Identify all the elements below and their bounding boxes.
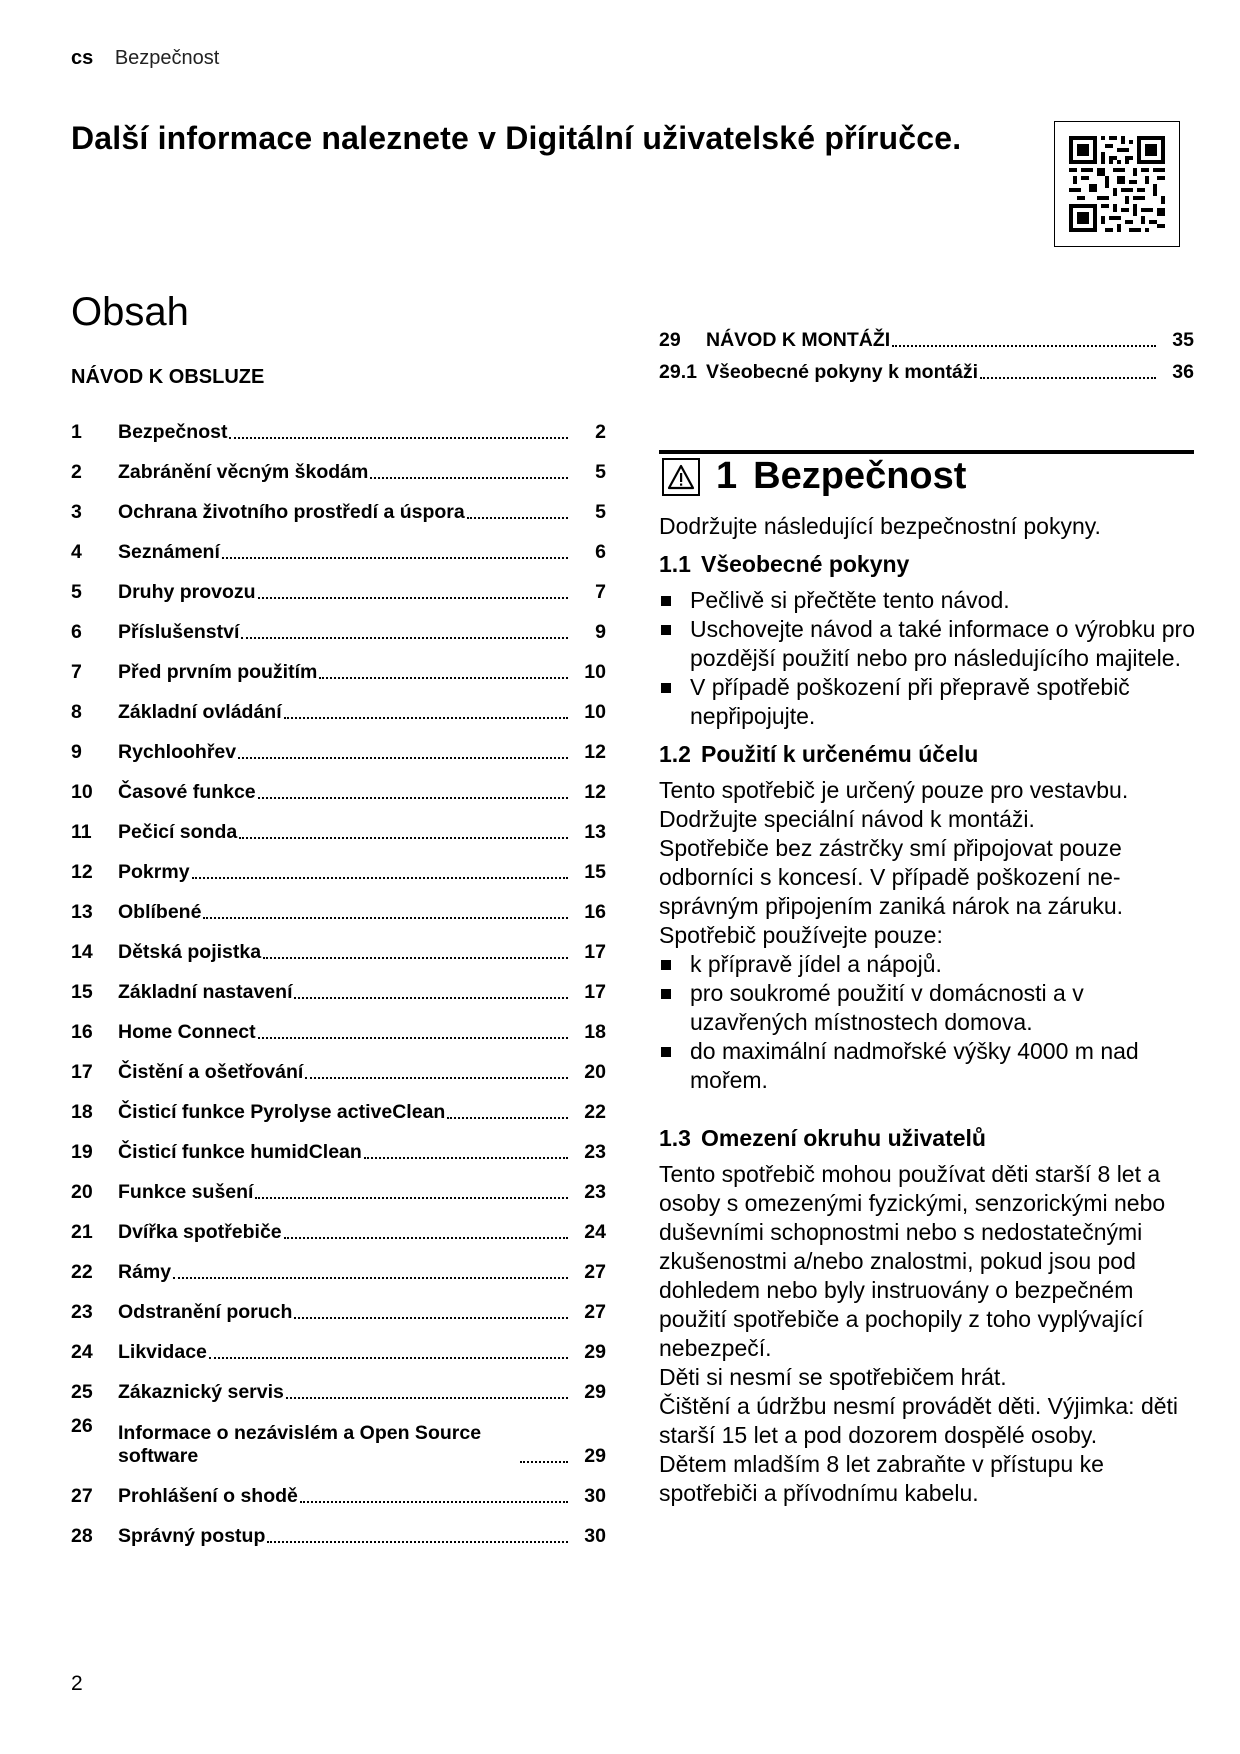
toc-num: 4 [71, 541, 82, 563]
toc-page: 7 [595, 581, 606, 603]
toc-page: 22 [584, 1101, 606, 1123]
toc-item[interactable] [71, 644, 606, 684]
toc-item[interactable] [71, 1084, 606, 1124]
toc-item[interactable] [71, 444, 606, 484]
toc-page: 15 [584, 861, 606, 883]
toc-item[interactable] [71, 604, 606, 644]
toc-item[interactable] [659, 352, 1194, 384]
toc-page: 29 [584, 1341, 606, 1363]
paragraph: Tento spotřebič je určený pouze pro vestavbu. Dodržujte speciální návod k montáži. [659, 777, 1129, 832]
paragraph: Děti si nesmí se spotřebičem hrát. [659, 1364, 1007, 1390]
section-rule [659, 450, 1194, 454]
toc-num: 6 [71, 621, 82, 643]
toc-list-left [71, 404, 606, 1548]
toc-label: Funkce sušení [118, 1181, 254, 1203]
page-header [71, 47, 219, 70]
toc-label: Prohlášení o shodě [118, 1485, 298, 1507]
toc-item[interactable] [71, 684, 606, 724]
toc-item[interactable] [71, 924, 606, 964]
bullet-item: V případě poškození při přepravě spotřebič nepřipojujte. [659, 673, 1199, 731]
qr-code-icon [1069, 136, 1165, 232]
toc-num: 7 [71, 661, 82, 683]
toc-label: Časové funkce [118, 781, 256, 803]
subsection-heading [659, 550, 1199, 579]
toc-page: 18 [584, 1021, 606, 1043]
toc-page: 9 [595, 621, 606, 643]
header-section-name: Bezpečnost [114, 47, 220, 69]
toc-item[interactable] [71, 844, 606, 884]
toc-num: 15 [71, 981, 93, 1003]
toc-item[interactable] [71, 884, 606, 924]
toc-item[interactable] [71, 1164, 606, 1204]
toc-page: 20 [584, 1061, 606, 1083]
toc-num: 17 [71, 1061, 93, 1083]
toc-num: 29 [659, 329, 681, 351]
toc-page: 5 [595, 461, 606, 483]
toc-page: 10 [584, 701, 606, 723]
digital-manual-promo: Další informace naleznete v Digitální uživatelské příručce. [71, 120, 962, 156]
toc-num: 21 [71, 1221, 93, 1243]
toc-item[interactable] [71, 1044, 606, 1084]
bullet-item: do maximální nadmořské výšky 4000 m nad mořem. [659, 1037, 1199, 1095]
toc-item[interactable] [71, 1364, 606, 1404]
paragraph: Spotřebiče bez zástrčky smí připojovat pouze odborníci s koncesí. V případě poškození nesprávným připojením zaniká nárok na záruku. [659, 835, 1124, 919]
toc-page: 16 [584, 901, 606, 923]
subsection-heading [659, 1124, 1199, 1153]
toc-label: Dvířka spotřebiče [118, 1221, 282, 1243]
paragraph: Čištění a údržbu nesmí provádět děti. Výjimka: děti starší 15 let a pod dozorem dospělé osoby. [659, 1393, 1179, 1448]
toc-page: 2 [595, 421, 606, 443]
bullet-item: pro soukromé použití v domácnosti a v uzavřených místnostech domova. [659, 979, 1199, 1037]
toc-label: Druhy provozu [118, 581, 256, 603]
toc-item[interactable] [71, 1404, 606, 1468]
toc-label: Rychloohřev [118, 741, 237, 763]
toc-page: 23 [584, 1181, 606, 1203]
toc-label: Všeobecné pokyny k montáži [706, 361, 979, 383]
toc-title: Obsah [71, 290, 189, 334]
toc-label: Pokrmy [118, 861, 190, 883]
toc-num: 10 [71, 781, 93, 803]
toc-label: Informace o nezávislém a Open Source software [118, 1422, 482, 1467]
toc-item[interactable] [71, 1004, 606, 1044]
toc-label: Základní nastavení [118, 981, 293, 1003]
paragraph: Dětem mladším 8 let zabraňte v přístupu ke spotřebiči a přívodnímu kabelu. [659, 1451, 1104, 1506]
toc-item[interactable] [659, 320, 1194, 352]
toc-num: 27 [71, 1485, 93, 1507]
toc-label: Ochrana životního prostředí a úspora [118, 501, 465, 523]
toc-label: Dětská pojistka [118, 941, 262, 963]
toc-num: 13 [71, 901, 93, 923]
toc-label: Správný postup [118, 1525, 266, 1547]
toc-label: Čisticí funkce humidClean [118, 1141, 362, 1163]
toc-num: 29.1 [659, 361, 697, 383]
bullet-item: Uschovejte návod a také informace o výrobku pro pozdější použití nebo pro následujícího majitele. [659, 615, 1199, 673]
toc-subtitle: NÁVOD K OBSLUZE [71, 366, 265, 388]
toc-num: 19 [71, 1141, 93, 1163]
section-intro: Dodržujte následující bezpečnostní pokyny. [659, 513, 1101, 539]
section-number: 1 [716, 455, 738, 497]
toc-label: Čisticí funkce Pyrolyse activeClean [118, 1101, 446, 1123]
toc-page: 36 [1172, 361, 1194, 383]
toc-num: 5 [71, 581, 82, 603]
toc-label: Rámy [118, 1261, 172, 1283]
toc-item[interactable] [71, 1204, 606, 1244]
toc-page: 12 [584, 781, 606, 803]
toc-page: 27 [584, 1261, 606, 1283]
subsection-number: 1.2 [659, 741, 691, 767]
warning-icon [662, 458, 700, 496]
section-body [659, 512, 1199, 1508]
section-heading [716, 455, 966, 498]
toc-page: 6 [595, 541, 606, 563]
subsection-title: Omezení okruhu uživatelů [700, 1125, 986, 1151]
toc-label: Pečicí sonda [118, 821, 238, 843]
toc-item[interactable] [71, 804, 606, 844]
toc-num: 2 [71, 461, 82, 483]
toc-item[interactable] [71, 1284, 606, 1324]
toc-num: 3 [71, 501, 82, 523]
toc-page: 35 [1172, 329, 1194, 351]
subsection-title: Všeobecné pokyny [700, 551, 910, 577]
toc-num: 9 [71, 741, 82, 763]
toc-num: 16 [71, 1021, 93, 1043]
toc-num: 1 [71, 421, 82, 443]
toc-item[interactable] [71, 404, 606, 444]
subsection-number: 1.1 [659, 551, 691, 577]
toc-page: 5 [595, 501, 606, 523]
toc-label: Likvidace [118, 1341, 207, 1363]
toc-page: 29 [584, 1445, 606, 1467]
toc-item[interactable] [71, 724, 606, 764]
toc-num: 26 [71, 1415, 93, 1437]
toc-label: Zákaznický servis [118, 1381, 284, 1403]
page-number: 2 [71, 1672, 83, 1695]
toc-page: 29 [584, 1381, 606, 1403]
toc-label: Příslušenství [118, 621, 240, 643]
toc-item[interactable] [71, 484, 606, 524]
toc-num: 24 [71, 1341, 93, 1363]
toc-num: 14 [71, 941, 93, 963]
toc-label: Zabránění věcným škodám [118, 461, 369, 483]
toc-item[interactable] [71, 764, 606, 804]
toc-num: 20 [71, 1181, 93, 1203]
toc-page: 17 [584, 981, 606, 1003]
toc-num: 23 [71, 1301, 93, 1323]
toc-page: 13 [584, 821, 606, 843]
toc-label: Základní ovládání [118, 701, 282, 723]
subsection-heading [659, 740, 1199, 769]
toc-num: 11 [71, 821, 92, 843]
toc-page: 10 [584, 661, 606, 683]
toc-label: Odstranění poruch [118, 1301, 293, 1323]
toc-page: 12 [584, 741, 606, 763]
toc-page: 23 [584, 1141, 606, 1163]
toc-num: 12 [71, 861, 93, 883]
bullet-item: Pečlivě si přečtěte tento návod. [659, 586, 1199, 615]
language-code: cs [71, 47, 94, 69]
toc-item[interactable] [71, 1244, 606, 1284]
toc-item[interactable] [71, 1468, 606, 1508]
toc-label: NÁVOD K MONTÁŽI [706, 329, 891, 351]
toc-page: 27 [584, 1301, 606, 1323]
toc-item[interactable] [71, 1124, 606, 1164]
toc-label: Oblíbené [118, 901, 202, 923]
toc-page: 30 [584, 1485, 606, 1507]
bullet-item: k přípravě jídel a nápojů. [659, 950, 1199, 979]
toc-label: Home Connect [118, 1021, 256, 1043]
qr-code[interactable] [1054, 121, 1180, 247]
toc-item[interactable] [71, 1324, 606, 1364]
toc-list-right [659, 320, 1194, 384]
toc-page: 30 [584, 1525, 606, 1547]
toc-label: Před prvním použitím [118, 661, 318, 683]
toc-page: 24 [584, 1221, 606, 1243]
toc-num: 22 [71, 1261, 93, 1283]
toc-label: Bezpečnost [118, 421, 228, 443]
subsection-title: Použití k určenému účelu [700, 741, 979, 767]
toc-num: 28 [71, 1525, 93, 1547]
section-title: Bezpečnost [753, 455, 967, 497]
toc-item[interactable] [71, 524, 606, 564]
toc-page: 17 [584, 941, 606, 963]
toc-label: Čistění a ošetřování [118, 1061, 304, 1083]
toc-item[interactable] [71, 964, 606, 1004]
subsection-number: 1.3 [659, 1125, 691, 1151]
paragraph: Tento spotřebič mohou používat děti starší 8 let a osoby s omezenými fyzickými, senzorickými nebo duševními schopnostmi nebo s nedostatečnými zkušenostmi a/nebo znalostmi, pokud jsou pod dohledem nebo byly instruovány o bezpečném použití spotřebiče a pochopily z toho vyplývající nebezpečí. [659, 1161, 1166, 1361]
paragraph: Spotřebič používejte pouze: [659, 922, 943, 948]
toc-item[interactable] [71, 564, 606, 604]
toc-num: 18 [71, 1101, 93, 1123]
toc-label: Seznámení [118, 541, 220, 563]
toc-num: 8 [71, 701, 82, 723]
toc-num: 25 [71, 1381, 93, 1403]
toc-item[interactable] [71, 1508, 606, 1548]
